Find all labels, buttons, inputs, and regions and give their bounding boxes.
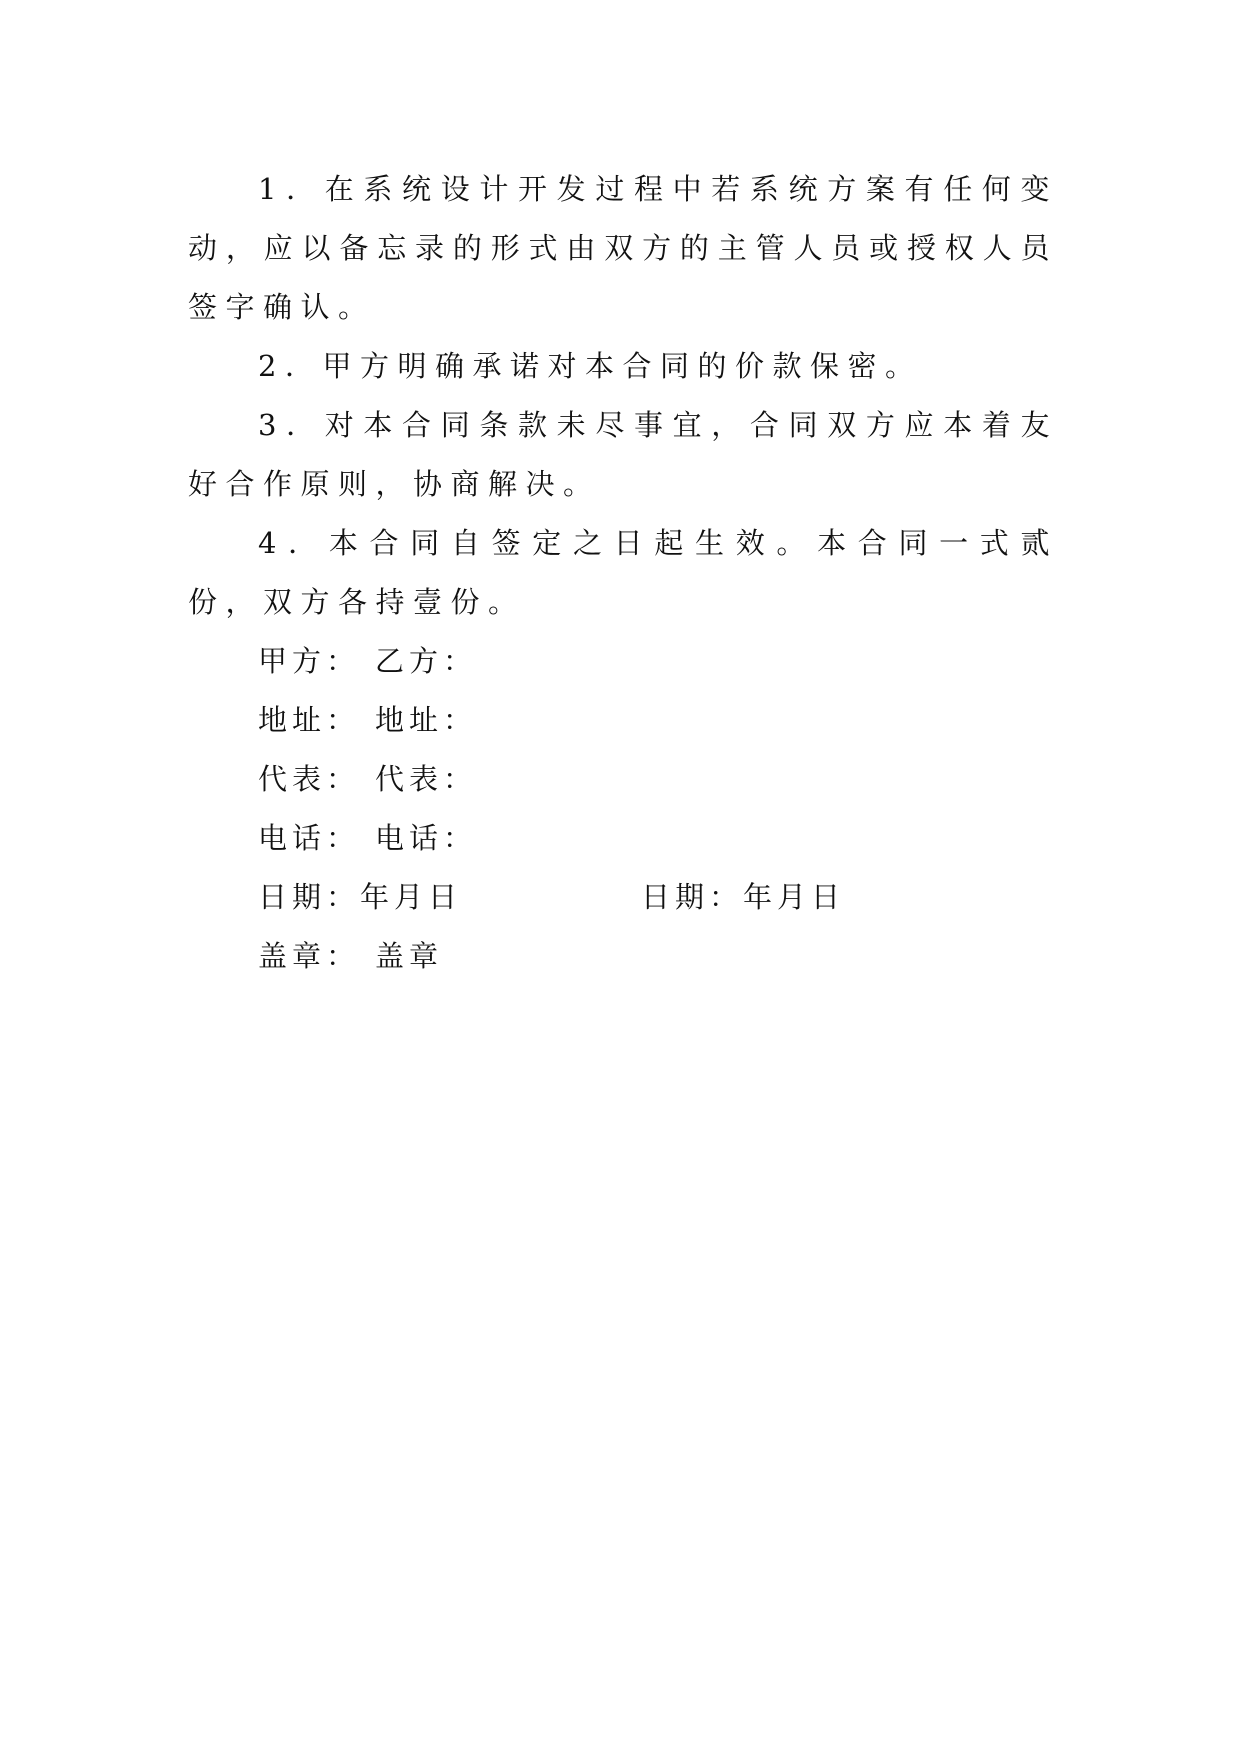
clause-4: 4．本合同自签定之日起生效。本合同一式贰份，双方各持壹份。 <box>188 526 1058 619</box>
party-row <box>188 632 1058 691</box>
representative-row <box>188 750 1058 809</box>
party-a-label: 甲方： <box>258 644 361 678</box>
clause-2: 2．甲方明确承诺对本合同的价款保密。 <box>258 349 923 383</box>
seal-b-label: 盖章 <box>375 939 444 973</box>
address-a-label: 地址： <box>258 703 361 737</box>
address-b-label: 地址： <box>375 703 478 737</box>
seal-a-label: 盖章： <box>258 939 361 973</box>
date-a-label: 日期：年月日 <box>258 880 463 914</box>
address-row <box>188 691 1058 750</box>
clause-3: 3．对本合同条款未尽事宜，合同双方应本着友好合作原则，协商解决。 <box>188 408 1058 501</box>
contract-body <box>188 160 1058 986</box>
phone-b-label: 电话： <box>375 821 478 855</box>
party-b-label: 乙方： <box>375 644 478 678</box>
representative-a-label: 代表： <box>258 762 361 796</box>
date-row <box>188 868 1058 927</box>
clause-1: 1．在系统设计开发过程中若系统方案有任何变动，应以备忘录的形式由双方的主管人员或授权人员签字确认。 <box>188 172 1058 324</box>
seal-row <box>188 927 1058 986</box>
date-b-label: 日期：年月日 <box>641 880 846 914</box>
representative-b-label: 代表： <box>375 762 478 796</box>
phone-a-label: 电话： <box>258 821 361 855</box>
phone-row <box>188 809 1058 868</box>
